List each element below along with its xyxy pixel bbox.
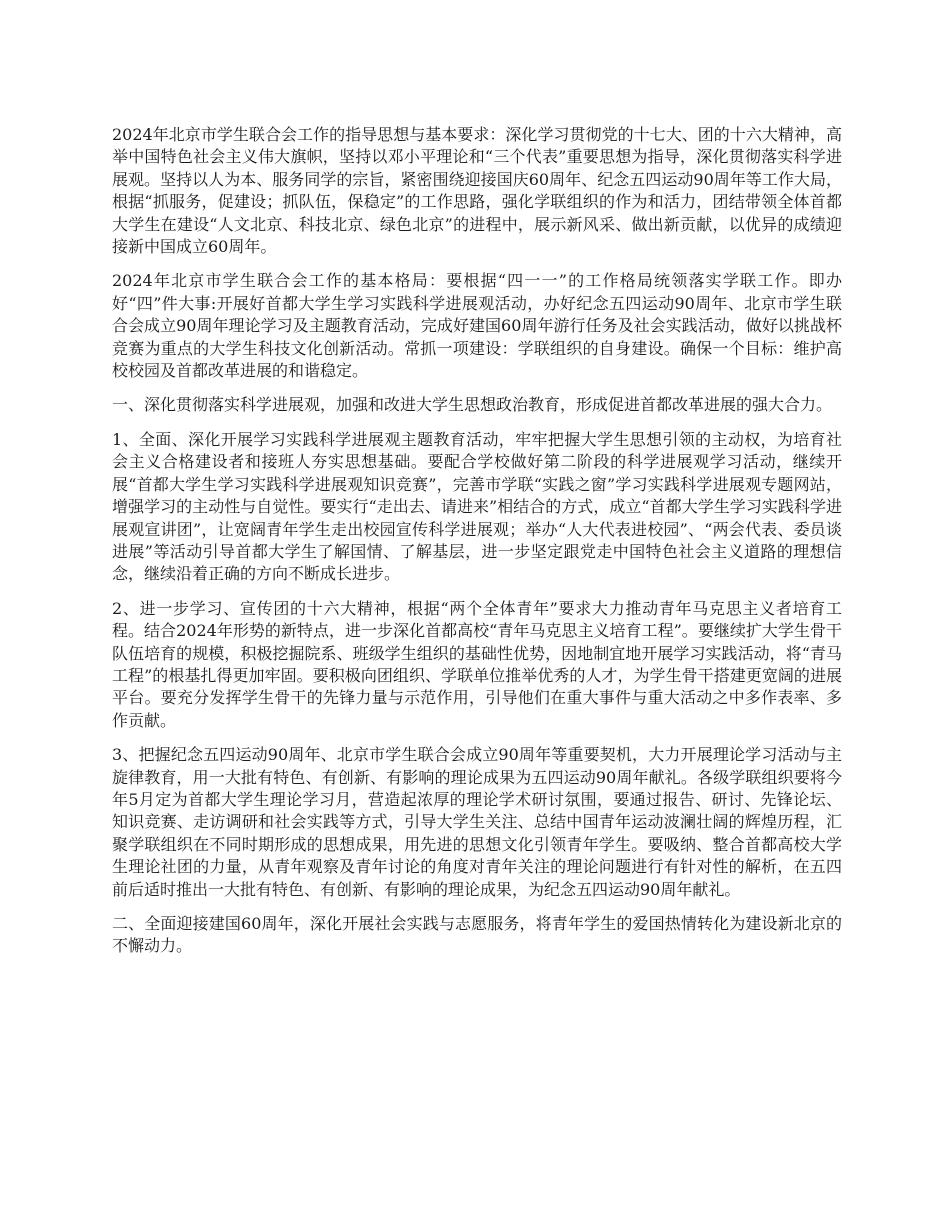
section-heading-two: 二、全面迎接建国60周年，深化开展社会实践与志愿服务，将青年学生的爱国热情转化为建设新北京的不懈动力。 — [112, 914, 842, 956]
paragraph-item-1: 1、全面、深化开展学习实践科学进展观主题教育活动，牢牢把握大学生思想引领的主动权，为培育社会主义合格建设者和接班人夯实思想基础。要配合学校做好第二阶段的科学进展观学习活动，继续开展“首都大学生学习实践科学进展观知识竞赛”，完善市学联“实践之窗”学习实践科学进展观专题网站，增强学习的主动性与自觉性。要实行“走出去、请进来”相结合的方式，成立“首都大学生学习实践科学进展观宣讲团”，让宽阔青年学生走出校园宣传科学进展观；举办“人大代表进校园”、“两会代表、委员谈进展”等活动引导首都大学生了解国情、了解基层，进一步坚定跟党走中国特色社会主义道路的理想信念，继续沿着正确的方向不断成长进步。 — [112, 429, 842, 584]
section-heading-one: 一、深化贯彻落实科学进展观，加强和改进大学生思想政治教育，形成促进首都改革进展的强大合力。 — [112, 395, 833, 415]
paragraph-guiding-ideology: 2024年北京市学生联合会工作的指导思想与基本要求：深化学习贯彻党的十七大、团的十六大精神，高举中国特色社会主义伟大旗帜，坚持以邓小平理论和“三个代表”重要思想为指导，深化贯彻落实科学进展观。坚持以人为本、服务同学的宗旨，紧密围绕迎接国庆60周年、纪念五四运动90周年等工作大局，根据“抓服务，促建设；抓队伍，保稳定”的工作思路，强化学联组织的作为和活力，团结带领全体首都大学生在建设“人文北京、科技北京、绿色北京”的进程中，展示新风采、做出新贡献，以优异的成绩迎接新中国成立60周年。 — [112, 125, 842, 257]
paragraph-basic-pattern: 2024年北京市学生联合会工作的基本格局：要根据“四一一”的工作格局统领落实学联工作。即办好“四”件大事:开展好首都大学生学习实践科学进展观活动，办好纪念五四运动90周年、北京市学生联合会成立90周年理论学习及主题教育活动，完成好建国60周年游行任务及社会实践活动，做好以挑战杯竞赛为重点的大学生科技文化创新活动。常抓一项建设：学联组织的自身建设。确保一个目标：维护高校校园及首都改革进展的和谐稳定。 — [112, 271, 842, 381]
paragraph-item-2: 2、进一步学习、宣传团的十六大精神，根据“两个全体青年”要求大力推动青年马克思主义者培育工程。结合2024年形势的新特点，进一步深化首都高校“青年马克思主义培育工程”。要继续扩大学生骨干队伍培育的规模，积极挖掘院系、班级学生组织的基础性优势，因地制宜地开展学习实践活动，将“青马工程”的根基扎得更加牢固。要积极向团组织、学联单位推举优秀的人才，为学生骨干搭建更宽阔的进展平台。要充分发挥学生骨干的先锋力量与示范作用，引导他们在重大事件与重大活动之中多作表率、多作贡献。 — [112, 598, 842, 730]
paragraph-item-3: 3、把握纪念五四运动90周年、北京市学生联合会成立90周年等重要契机，大力开展理论学习活动与主旋律教育，用一大批有特色、有创新、有影响的理论成果为五四运动90周年献礼。各级学联组织要将今年5月定为首都大学生理论学习月，营造起浓厚的理论学术研讨氛围，要通过报告、研讨、先锋论坛、知识竞赛、走访调研和社会实践等方式，引导大学生关注、总结中国青年运动波澜壮阔的辉煌历程，汇聚学联组织在不同时期形成的思想成果，用先进的思想文化引领青年学生。要吸纳、整合首都高校大学生理论社团的力量，从青年观察及青年讨论的角度对青年关注的理论问题进行有针对性的解析，在五四前后适时推出一大批有特色、有创新、有影响的理论成果，为纪念五四运动90周年献礼。 — [112, 745, 842, 899]
document-page — [112, 124, 842, 970]
